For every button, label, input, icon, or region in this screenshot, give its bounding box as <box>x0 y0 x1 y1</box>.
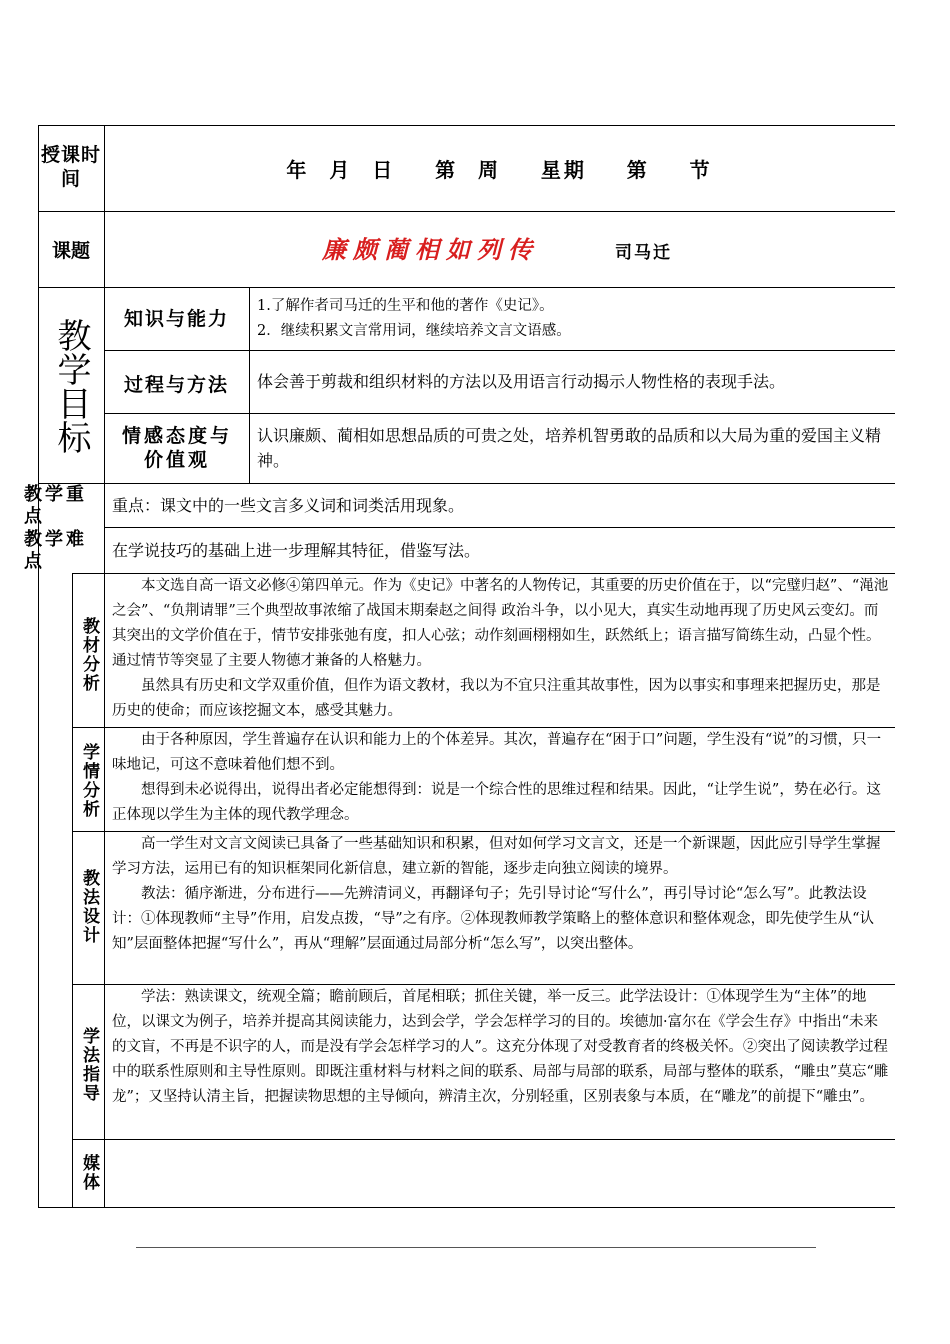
row-divider-1 <box>38 211 895 212</box>
section-teaching-label: 教法设计 <box>79 869 99 945</box>
objective-emotion-text: 认识廉颇、蔺相如思想品质的可贵之处，培养机智勇敢的品质和以大局为重的爱国主义精神。 <box>257 426 882 470</box>
table-top-border <box>38 125 895 126</box>
time-label: 授课时间 <box>40 144 101 190</box>
row-divider-6 <box>104 527 895 528</box>
difficulty-label: 教学难点 <box>24 529 87 572</box>
difficulty-text: 在学说技巧的基础上进一步理解其特征，借鉴写法。 <box>112 541 481 560</box>
key-point-text: 重点：课文中的一些文言多义词和词类活用现象。 <box>112 496 465 515</box>
topic-label: 课题 <box>51 240 90 262</box>
objective-process-text: 体会善于剪裁和组织材料的方法以及用语言行动揭示人物性格的表现手法。 <box>257 372 786 391</box>
objective-knowledge-line-1: 1.了解作者司马迁的生平和他的著作《史记》。 <box>257 298 554 314</box>
col-divider-sub <box>72 573 73 1207</box>
lesson-author: 司马迁 <box>615 243 672 263</box>
section-student-label: 学情分析 <box>79 743 99 819</box>
objectives-label: 教学目标 <box>51 318 91 454</box>
section-method-para-1: 学法：熟读课文，统观全篇；瞻前顾后，首尾相联；抓住关键，举一反三。此学法设计：①体现学生为“主体”的地位，以课文为例子，培养并提高其阅读能力，达到会学，学会怎样学习的目的。埃德加·富尔在《学会生存》中指出“未来的文盲，不再是不识字的人，而是没有学会怎样学习的人”。这充分体现了对受教育者的终极关怀。②突出了阅读教学过程中的联系性原则和主导性原则。即既注重材料与材料之间的联系、局部与局部的联系，局部与整体的联系，“雕虫”莫忘“雕龙”；又坚持认清主旨，把握读物思想的主导倾向，辨清主次，分别轻重，区别表象与本质，在“雕龙”的前提下“雕虫”。 <box>112 989 889 1105</box>
objective-process-label: 过程与方法 <box>123 374 229 396</box>
section-material-para-2: 虽然具有历史和文学双重价值，但作为语文教材，我以为不宜只注重其故事性，因为以事实和事理来把握历史，那是历史的使命；而应该挖掘文本，感受其魅力。 <box>112 678 881 719</box>
time-value: 年 月 日 第 周 星期 第 节 <box>286 158 713 182</box>
section-method-body <box>112 985 890 1110</box>
section-method-label: 学法指导 <box>79 1027 99 1103</box>
section-teaching-body <box>112 832 890 957</box>
objective-knowledge-line-2: 2．继续积累文言常用词，继续培养文言文语感。 <box>257 323 571 339</box>
section-student-para-1: 由于各种原因，学生普遍存在认识和能力上的个体差异。其次，普遍存在“困于口”问题，学生没有“说”的习惯，只一味地记，可这不意味着他们想不到。 <box>112 732 882 773</box>
lesson-title: 廉颇蔺相如列传 <box>322 235 539 264</box>
row-divider-2 <box>38 287 895 288</box>
key-point-label: 教学重点 <box>24 484 87 527</box>
section-teaching-para-2: 教法：循序渐进，分布进行——先辨清词义，再翻译句子；先引导讨论“写什么”，再引导讨论“怎么写”。此教法设计：①体现教师“主导”作用，启发点拨，“导”之有序。②体现教师教学策略上的整体意识和整体观念，即先使学生从“认知”层面整体把握“写什么”，再从“理解”层面通过局部分析“怎么写”，以突出整体。 <box>112 886 875 952</box>
col-divider-section <box>104 573 105 1207</box>
section-material-para-1: 本文选自高一语文必修④第四单元。作为《史记》中著名的人物传记，其重要的历史价值在于，以“完璧归赵”、“渑池之会”、“负荆请罪”三个典型故事浓缩了战国末期秦赵之间得 政治斗争，以小见大，真实生动地再现了历史风云变幻。而其突出的文学价值在于，情节安排张弛有度，扣人心弦；动作刻画栩栩如生，跃然纸上；语言描写简练生动，凸显个性。通过情节等突显了主要人物德才兼备的人格魅力。 <box>112 578 889 669</box>
row-divider-5 <box>38 483 895 484</box>
objective-emotion-label: 情感态度与价值观 <box>121 425 232 471</box>
section-teaching-para-1: 高一学生对文言文阅读已具备了一些基础知识和积累，但对如何学习文言文，还是一个新课题，因此应引导学生掌握学习方法，运用已有的知识框架同化新信息，建立新的智能，逐步走向独立阅读的境界。 <box>112 836 881 877</box>
row-divider-11 <box>72 1139 895 1140</box>
section-student-para-2: 想得到未必说得出，说得出者必定能想得到：说是一个综合性的思维过程和结果。因此，“让学生说”，势在必行。这正体现以学生为主体的现代教学理念。 <box>112 782 881 823</box>
row-divider-4 <box>104 413 895 414</box>
objective-knowledge-text <box>257 294 892 344</box>
col-divider-mid <box>104 483 105 573</box>
col-divider-objective <box>249 287 250 483</box>
row-divider-3 <box>104 350 895 351</box>
section-media-label: 媒体 <box>79 1154 99 1192</box>
table-bottom-border <box>38 1207 895 1208</box>
objective-knowledge-label: 知识与能力 <box>123 308 229 330</box>
section-material-body <box>112 574 890 724</box>
footer-rule <box>136 1247 816 1248</box>
section-material-label: 教材分析 <box>79 617 99 693</box>
section-student-body <box>112 728 890 828</box>
section-media-body <box>112 1142 890 1202</box>
